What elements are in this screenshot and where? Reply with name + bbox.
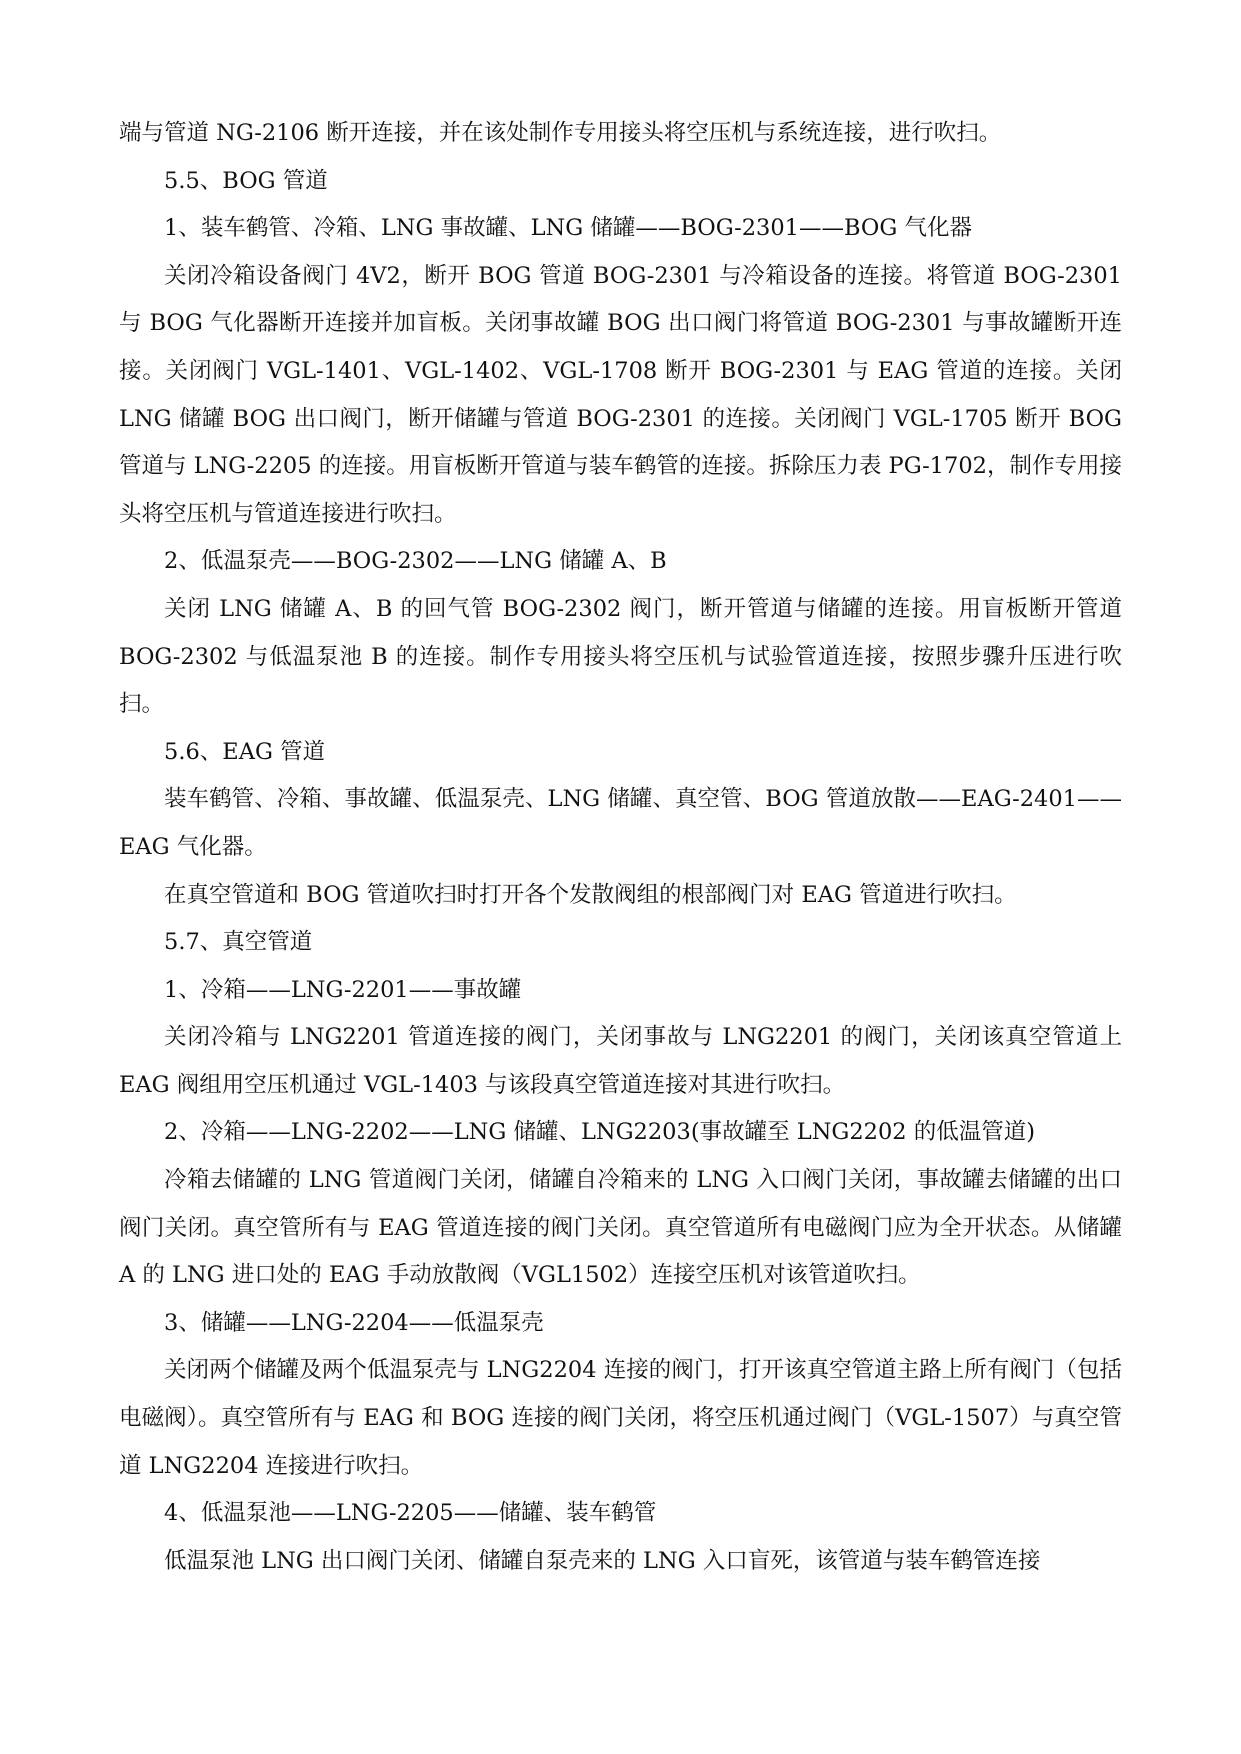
subheading-lng-2202: 2、冷箱——LNG-2202——LNG 储罐、LNG2203(事故罐至 LNG2202 的低温管道) bbox=[164, 1119, 1036, 1146]
paragraph-lng-2201: 关闭冷箱与 LNG2201 管道连接的阀门，关闭事故与 LNG2201 的阀门，关闭该真空管道上 EAG 阀组用空压机通过 VGL-1403 与该段真空管道连接对其进行吹扫。 bbox=[119, 1024, 1122, 1098]
section-heading-5-7: 5.7、真空管道 bbox=[164, 929, 313, 956]
paragraph-lng-2204: 关闭两个储罐及两个低温泵壳与 LNG2204 连接的阀门，打开该真空管道主路上所有阀门（包括电磁阀）。真空管所有与 EAG 和 BOG 连接的阀门关闭，将空压机通过阀门（VGL-1507）与真空管道 LNG2204 连接进行吹扫。 bbox=[119, 1357, 1122, 1479]
paragraph-eag-purge: 在真空管道和 BOG 管道吹扫时打开各个发散阀组的根部阀门对 EAG 管道进行吹扫。 bbox=[164, 881, 1017, 908]
subheading-lng-2204: 3、储罐——LNG-2204——低温泵壳 bbox=[164, 1309, 544, 1336]
paragraph-eag-route: 装车鹤管、冷箱、事故罐、低温泵壳、LNG 储罐、真空管、BOG 管道放散——EAG-2401——EAG 气化器。 bbox=[119, 786, 1122, 860]
paragraph-continuation: 端与管道 NG-2106 断开连接，并在该处制作专用接头将空压机与系统连接，进行吹扫。 bbox=[119, 120, 1002, 146]
paragraph-bog-2302: 关闭 LNG 储罐 A、B 的回气管 BOG-2302 阀门，断开管道与储罐的连接。用盲板断开管道 BOG-2302 与低温泵池 B 的连接。制作专用接头将空压机与试验管道连接，按照步骤升压进行吹扫。 bbox=[119, 595, 1122, 718]
paragraph-lng-2205: 低温泵池 LNG 出口阀门关闭、储罐自泵壳来的 LNG 入口盲死，该管道与装车鹤管连接 bbox=[164, 1547, 1041, 1574]
subheading-lng-2201: 1、冷箱——LNG-2201——事故罐 bbox=[164, 976, 522, 1003]
section-heading-5-6: 5.6、EAG 管道 bbox=[164, 738, 326, 765]
subheading-bog-2302: 2、低温泵壳——BOG-2302——LNG 储罐 A、B bbox=[164, 548, 667, 575]
paragraph-lng-2202: 冷箱去储罐的 LNG 管道阀门关闭，储罐自冷箱来的 LNG 入口阀门关闭，事故罐去储罐的出口阀门关闭。真空管所有与 EAG 管道连接的阀门关闭。真空管道所有电磁阀门应为全开状态。从储罐 A 的 LNG 进口处的 EAG 手动放散阀（VGL1502）连接空压机对该管道吹扫。 bbox=[119, 1167, 1122, 1289]
paragraph-bog-2301: 关闭冷箱设备阀门 4V2，断开 BOG 管道 BOG-2301 与冷箱设备的连接。将管道 BOG-2301 与 BOG 气化器断开连接并加盲板。关闭事故罐 BOG 出口阀门将管道 BOG-2301 与事故罐断开连接。关闭阀门 VGL-1401、VGL-1402、VGL-1708 断开 BOG-2301 与 EAG 管道的连接。关闭 LNG 储罐 BOG 出口阀门，断开储罐与管道 BOG-2301 的连接。关闭阀门 VGL-1705 断开 BOG 管道与 LNG-2205 的连接。用盲板断开管道与装车鹤管的连接。拆除压力表 PG-1702，制作专用接头将空压机与管道连接进行吹扫。 bbox=[119, 262, 1122, 527]
section-heading-5-5: 5.5、BOG 管道 bbox=[164, 167, 328, 194]
document-page bbox=[119, 110, 1122, 1585]
subheading-bog-2301: 1、装车鹤管、冷箱、LNG 事故罐、LNG 储罐——BOG-2301——BOG 气化器 bbox=[164, 215, 973, 242]
subheading-lng-2205: 4、低温泵池——LNG-2205——储罐、装车鹤管 bbox=[164, 1500, 657, 1527]
